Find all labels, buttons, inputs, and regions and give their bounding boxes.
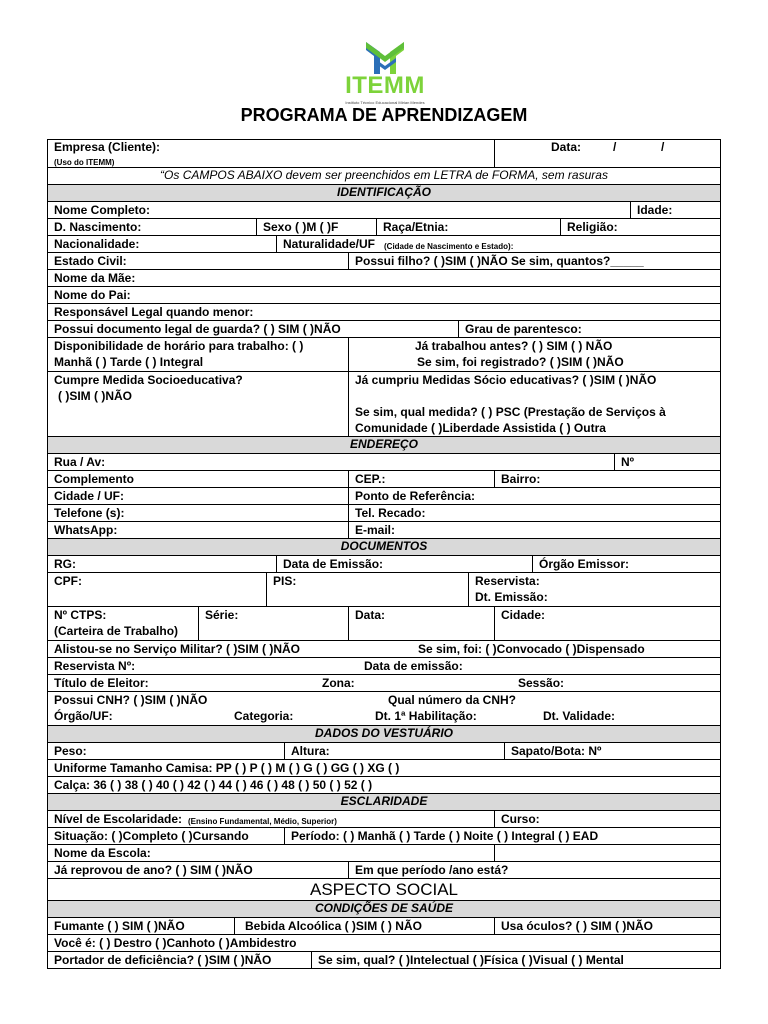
cumpre-field[interactable] bbox=[48, 372, 348, 436]
grau-field[interactable] bbox=[458, 321, 720, 337]
cumpre-options: ( )SIM ( )NÃO bbox=[58, 389, 132, 403]
orgao-uf-label: Órgão/UF: bbox=[54, 709, 113, 723]
reservista-label: Reservista: bbox=[475, 574, 540, 588]
row-cpf bbox=[48, 573, 720, 607]
disponibilidade-field[interactable] bbox=[48, 338, 348, 371]
row-reprovou bbox=[48, 862, 720, 879]
possui-filho-label: Possui filho? ( )SIM ( )NÃO Se sim, quantos?_____ bbox=[355, 254, 644, 268]
logo-subtitle: Instituto Técnico Educacional Mirian Mendes bbox=[345, 100, 425, 105]
curso-field[interactable] bbox=[494, 811, 720, 827]
itemm-logo bbox=[330, 40, 440, 108]
orgao-emissor-field[interactable] bbox=[532, 556, 720, 572]
cpf-field[interactable] bbox=[48, 573, 266, 606]
cpf-label: CPF: bbox=[54, 574, 82, 588]
deficiencia-field[interactable] bbox=[48, 952, 311, 969]
rua-field[interactable] bbox=[48, 454, 614, 470]
dt-emissao-label: Dt. Emissão: bbox=[475, 590, 548, 604]
ctps-cidade-field[interactable] bbox=[494, 607, 720, 640]
row-medidas bbox=[48, 372, 720, 437]
row-cnh bbox=[48, 692, 720, 726]
sexo-label: Sexo ( )M ( )F bbox=[263, 220, 339, 234]
registration-form bbox=[47, 139, 721, 969]
idade-field[interactable] bbox=[630, 202, 720, 218]
altura-label: Altura: bbox=[291, 744, 330, 758]
whatsapp-field[interactable] bbox=[48, 522, 348, 538]
bebida-field[interactable] bbox=[234, 918, 494, 934]
disponibilidade-options: Manhã ( ) Tarde ( ) Integral bbox=[54, 355, 204, 369]
logo-mark-icon bbox=[330, 40, 440, 76]
rua-label: Rua / Av: bbox=[54, 455, 106, 469]
responsavel-field[interactable] bbox=[48, 304, 720, 320]
row-estado-civil bbox=[48, 253, 720, 270]
estado-civil-field[interactable] bbox=[48, 253, 348, 269]
row-empresa bbox=[48, 140, 720, 168]
complemento-field[interactable] bbox=[48, 471, 348, 487]
recado-field[interactable] bbox=[348, 505, 720, 521]
section-escolaridade: ESCLARIDADE bbox=[48, 794, 720, 811]
uso-itemm-label: (Uso do ITEMM) bbox=[54, 158, 115, 167]
periodo-label: Período: ( ) Manhã ( ) Tarde ( ) Noite ( ) Integral ( ) EAD bbox=[291, 829, 599, 843]
cumpre-label: Cumpre Medida Socioeducativa? bbox=[54, 373, 243, 387]
complemento-label: Complemento bbox=[54, 472, 135, 486]
nascimento-field[interactable] bbox=[48, 219, 256, 235]
que-periodo-label: Em que período /ano está? bbox=[355, 863, 509, 877]
escola-label: Nome da Escola: bbox=[54, 846, 151, 860]
nivel-hint: (Ensino Fundamental, Médio, Superior) bbox=[188, 817, 337, 826]
bairro-field[interactable] bbox=[494, 471, 720, 487]
ctps-cidade-label: Cidade: bbox=[501, 608, 546, 622]
reservista-field[interactable] bbox=[468, 573, 720, 606]
cep-label: CEP.: bbox=[355, 472, 386, 486]
ctps-sublabel: (Carteira de Trabalho) bbox=[54, 624, 179, 638]
date-slash: / bbox=[613, 140, 617, 154]
row-complemento bbox=[48, 471, 720, 488]
recado-label: Tel. Recado: bbox=[355, 506, 426, 520]
section-saude: CONDIÇÕES DE SAÚDE bbox=[48, 901, 720, 918]
pis-field[interactable] bbox=[266, 573, 468, 606]
serie-label: Série: bbox=[205, 608, 239, 622]
peso-label: Peso: bbox=[54, 744, 87, 758]
calca-field[interactable] bbox=[48, 777, 720, 793]
section-vestuario: DADOS DO VESTUÁRIO bbox=[48, 726, 720, 743]
nacionalidade-label: Nacionalidade: bbox=[54, 237, 140, 251]
pai-field[interactable] bbox=[48, 287, 720, 303]
categoria-label: Categoria: bbox=[234, 709, 294, 723]
responsavel-label: Responsável Legal quando menor: bbox=[54, 305, 254, 319]
qual-cnh-label: Qual número da CNH? bbox=[388, 693, 517, 707]
row-fumante bbox=[48, 918, 720, 935]
escola-field[interactable] bbox=[48, 845, 494, 861]
row-nome bbox=[48, 202, 720, 219]
row-rg bbox=[48, 556, 720, 573]
data-field[interactable] bbox=[494, 140, 720, 167]
lateralidade-field[interactable] bbox=[48, 935, 720, 951]
row-mae bbox=[48, 270, 720, 287]
row-guarda bbox=[48, 321, 720, 338]
section-documentos: DOCUMENTOS bbox=[48, 539, 720, 556]
zona-label: Zona: bbox=[322, 676, 355, 690]
instructions-note: “Os CAMPOS ABAIXO devem ser preenchidos em LETRA de FORMA, sem rasuras bbox=[48, 168, 720, 185]
validade-label: Dt. Validade: bbox=[543, 709, 616, 723]
row-destro bbox=[48, 935, 720, 952]
peso-field[interactable] bbox=[48, 743, 284, 759]
raca-field[interactable] bbox=[376, 219, 560, 235]
row-camisa bbox=[48, 760, 720, 777]
se-sim-foi-label: Se sim, foi: ( )Convocado ( )Dispensado bbox=[418, 642, 645, 656]
row-disponibilidade bbox=[48, 338, 720, 372]
referencia-label: Ponto de Referência: bbox=[355, 489, 476, 503]
doc-guarda-label: Possui documento legal de guarda? ( ) SIM ( )NÃO bbox=[54, 322, 341, 336]
nascimento-label: D. Nascimento: bbox=[54, 220, 142, 234]
reservista-numero-field[interactable] bbox=[48, 658, 720, 674]
idade-label: Idade: bbox=[637, 203, 673, 217]
sessao-label: Sessão: bbox=[518, 676, 565, 690]
rg-field[interactable] bbox=[48, 556, 276, 572]
registrado-label: Se sim, foi registrado? ( )SIM ( )NÃO bbox=[417, 355, 624, 369]
nivel-field[interactable] bbox=[48, 811, 494, 827]
naturalidade-field[interactable] bbox=[276, 236, 720, 252]
empresa-label: Empresa (Cliente): bbox=[54, 140, 161, 154]
logo-text: ITEMM bbox=[345, 72, 425, 99]
curso-label: Curso: bbox=[501, 812, 540, 826]
row-nacionalidade bbox=[48, 236, 720, 253]
camisa-label: Uniforme Tamanho Camisa: PP ( ) P ( ) M ( ) G ( ) GG ( ) XG ( ) bbox=[54, 761, 400, 775]
email-label: E-mail: bbox=[355, 523, 396, 537]
situacao-label: Situação: ( )Completo ( )Cursando bbox=[54, 829, 249, 843]
section-identificacao: IDENTIFICAÇÃO bbox=[48, 185, 720, 202]
voce-label: Você é: ( ) Destro ( )Canhoto ( )Ambidestro bbox=[54, 936, 297, 950]
calca-label: Calça: 36 ( ) 38 ( ) 40 ( ) 42 ( ) 44 ( ) 46 ( ) 48 ( ) 50 ( ) 52 ( ) bbox=[54, 778, 373, 792]
bebida-label: Bebida Alcoólica ( )SIM ( ) NÃO bbox=[245, 919, 422, 933]
row-escola bbox=[48, 845, 720, 862]
nome-label: Nome Completo: bbox=[54, 203, 150, 217]
cumpriu-field[interactable] bbox=[348, 372, 720, 436]
row-cidade bbox=[48, 488, 720, 505]
empresa-field[interactable] bbox=[48, 140, 494, 167]
ctps-data-field[interactable] bbox=[348, 607, 494, 640]
comunidade-options: Comunidade ( )Liberdade Assistida ( ) Outra bbox=[355, 421, 606, 435]
orgao-emissor-label: Órgão Emissor: bbox=[539, 557, 630, 571]
reprovou-label: Já reprovou de ano? ( ) SIM ( )NÃO bbox=[54, 863, 253, 877]
whatsapp-label: WhatsApp: bbox=[54, 523, 118, 537]
deficiencia-label: Portador de deficiência? ( )SIM ( )NÃO bbox=[54, 953, 272, 967]
cidade-field[interactable] bbox=[48, 488, 348, 504]
row-situacao bbox=[48, 828, 720, 845]
sexo-field[interactable] bbox=[256, 219, 376, 235]
data-emissao-label: Data de Emissão: bbox=[283, 557, 384, 571]
naturalidade-hint: (Cidade de Nascimento e Estado): bbox=[384, 242, 514, 251]
referencia-field[interactable] bbox=[348, 488, 720, 504]
trabalhou-label: Já trabalhou antes? ( ) SIM ( ) NÃO bbox=[415, 339, 613, 353]
pis-label: PIS: bbox=[273, 574, 297, 588]
raca-label: Raça/Etnia: bbox=[383, 220, 449, 234]
qual-deficiencia-field[interactable] bbox=[311, 952, 720, 969]
periodo-field[interactable] bbox=[284, 828, 720, 844]
fumante-field[interactable] bbox=[48, 918, 234, 934]
que-periodo-field[interactable] bbox=[348, 862, 720, 878]
estado-civil-label: Estado Civil: bbox=[54, 254, 127, 268]
row-nivel bbox=[48, 811, 720, 828]
row-peso bbox=[48, 743, 720, 760]
data-emissao-2-label: Data de emissão: bbox=[364, 659, 463, 673]
rg-label: RG: bbox=[54, 557, 76, 571]
page-title: PROGRAMA DE APRENDIZAGEM bbox=[240, 105, 528, 125]
qual-deficiencia-label: Se sim, qual? ( )Intelectual ( )Física ( )Visual ( ) Mental bbox=[318, 953, 624, 967]
titulo-eleitor-field[interactable] bbox=[48, 675, 720, 691]
oculos-field[interactable] bbox=[494, 918, 720, 934]
grau-label: Grau de parentesco: bbox=[465, 322, 582, 336]
possui-filho-field[interactable] bbox=[348, 253, 720, 269]
ctps-field[interactable] bbox=[48, 607, 198, 640]
nivel-label: Nível de Escolaridade: bbox=[54, 812, 183, 826]
section-aspecto-social: ASPECTO SOCIAL bbox=[48, 879, 720, 901]
alistou-label: Alistou-se no Serviço Militar? ( )SIM ( )NÃO bbox=[54, 642, 301, 656]
cidade-label: Cidade / UF: bbox=[54, 489, 125, 503]
row-nascimento bbox=[48, 219, 720, 236]
email-field[interactable] bbox=[348, 522, 720, 538]
serie-field[interactable] bbox=[198, 607, 348, 640]
bairro-label: Bairro: bbox=[501, 472, 541, 486]
row-responsavel bbox=[48, 304, 720, 321]
reprovou-field[interactable] bbox=[48, 862, 348, 878]
nome-field[interactable] bbox=[48, 202, 630, 218]
numero-field[interactable] bbox=[614, 454, 720, 470]
trabalhou-field[interactable] bbox=[348, 338, 720, 371]
religiao-field[interactable] bbox=[560, 219, 720, 235]
row-telefone bbox=[48, 505, 720, 522]
escola-extra-field[interactable] bbox=[494, 845, 720, 861]
reservista-numero-label: Reservista Nº: bbox=[54, 659, 136, 673]
sapato-label: Sapato/Bota: Nº bbox=[511, 744, 602, 758]
oculos-label: Usa óculos? ( ) SIM ( )NÃO bbox=[501, 919, 654, 933]
data-emissao-field[interactable] bbox=[276, 556, 532, 572]
habilitacao-label: Dt. 1ª Habilitação: bbox=[375, 709, 477, 723]
cep-field[interactable] bbox=[348, 471, 494, 487]
data-label: Data: bbox=[551, 140, 582, 154]
cnh-field[interactable] bbox=[48, 692, 720, 725]
telefone-field[interactable] bbox=[48, 505, 348, 521]
row-titulo bbox=[48, 675, 720, 692]
section-endereco: ENDEREÇO bbox=[48, 437, 720, 454]
altura-field[interactable] bbox=[284, 743, 504, 759]
row-servico-militar bbox=[48, 641, 720, 658]
row-whatsapp bbox=[48, 522, 720, 539]
qual-medida-label: Se sim, qual medida? ( ) PSC (Prestação de Serviços à bbox=[355, 405, 666, 419]
fumante-label: Fumante ( ) SIM ( )NÃO bbox=[54, 919, 185, 933]
telefone-label: Telefone (s): bbox=[54, 506, 125, 520]
row-pai bbox=[48, 287, 720, 304]
servico-militar-field[interactable] bbox=[48, 641, 720, 657]
row-calca bbox=[48, 777, 720, 794]
religiao-label: Religião: bbox=[567, 220, 618, 234]
disponibilidade-label: Disponibilidade de horário para trabalho: ( ) bbox=[54, 339, 304, 353]
cumpriu-label: Já cumpriu Medidas Sócio educativas? ( )SIM ( )NÃO bbox=[355, 373, 657, 387]
doc-guarda-field[interactable] bbox=[48, 321, 458, 337]
row-ctps bbox=[48, 607, 720, 641]
ctps-label: Nº CTPS: bbox=[54, 608, 107, 622]
naturalidade-label: Naturalidade/UF bbox=[283, 237, 376, 251]
pai-label: Nome do Pai: bbox=[54, 288, 131, 302]
mae-label: Nome da Mãe: bbox=[54, 271, 136, 285]
numero-label: Nº bbox=[621, 455, 635, 469]
ctps-data-label: Data: bbox=[355, 608, 386, 622]
situacao-field[interactable] bbox=[48, 828, 284, 844]
date-slash: / bbox=[661, 140, 665, 154]
nacionalidade-field[interactable] bbox=[48, 236, 276, 252]
cnh-label: Possui CNH? ( )SIM ( )NÃO bbox=[54, 693, 208, 707]
camisa-field[interactable] bbox=[48, 760, 720, 776]
row-reservista-n bbox=[48, 658, 720, 675]
row-deficiencia bbox=[48, 952, 720, 969]
mae-field[interactable] bbox=[48, 270, 720, 286]
row-rua bbox=[48, 454, 720, 471]
titulo-label: Título de Eleitor: bbox=[54, 676, 149, 690]
sapato-field[interactable] bbox=[504, 743, 720, 759]
